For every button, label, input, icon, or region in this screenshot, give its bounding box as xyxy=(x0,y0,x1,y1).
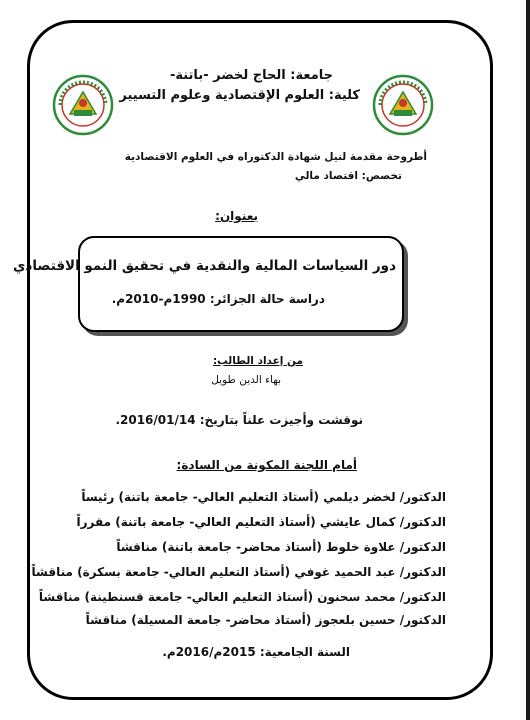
university-seal-right xyxy=(372,74,434,136)
committee-member: الدكتور/ كمال عايشي (أستاذ التعليم العالي- جامعة باتنة) مقرراً xyxy=(76,515,446,529)
defense-date: نوقشت وأجيزت علناً بتاريخ: 2016/01/14. xyxy=(115,413,363,427)
academic-year: السنة الجامعية: 2015م/2016م. xyxy=(162,645,350,659)
committee-member: الدكتور/ عبد الحميد غوفي (أستاذ التعليم العالي- جامعة بسكرة) مناقشاً xyxy=(31,565,446,579)
committee-heading: أمام اللجنة المكونة من السادة: xyxy=(176,458,357,472)
titled-label: بعنوان: xyxy=(215,209,258,223)
thesis-title-box xyxy=(78,236,404,332)
university-name: جامعة: الحاج لخضر -باتنة- xyxy=(169,68,333,83)
thesis-intro: أطروحة مقدمة لنيل شهادة الدكتوراه في العلوم الاقتصادية xyxy=(124,151,427,163)
thesis-specialty: تخصص: اقتصاد مالي xyxy=(294,170,402,182)
university-seal-left xyxy=(52,74,114,136)
student-label: من إعداد الطالب: xyxy=(212,355,303,367)
committee-member: الدكتور/ علاوة خلوط (أستاذ محاضر- جامعة باتنة) مناقشاً xyxy=(116,540,446,554)
page-edge xyxy=(526,0,530,720)
committee-member: الدكتور/ محمد سحنون (أستاذ التعليم العالي- جامعة قسنطينة) مناقشاً xyxy=(38,590,446,604)
case-study: دراسة حالة الجزائر: 1990م-2010م. xyxy=(111,292,325,306)
committee-member: الدكتور/ لخضر ديلمي (أستاذ التعليم العالي- جامعة باتنة) رئيساً xyxy=(81,490,446,504)
thesis-title: دور السياسات المالية والنقدية في تحقيق النمو الاقتصادي xyxy=(13,258,396,274)
faculty-name: كلية: العلوم الإقتصادية وعلوم التسيير xyxy=(119,88,360,103)
committee-member: الدكتور/ حسين بلعجوز (أستاذ محاضر- جامعة المسيلة) مناقشاً xyxy=(85,613,446,627)
student-name: بهاء الدين طويل xyxy=(211,374,281,386)
